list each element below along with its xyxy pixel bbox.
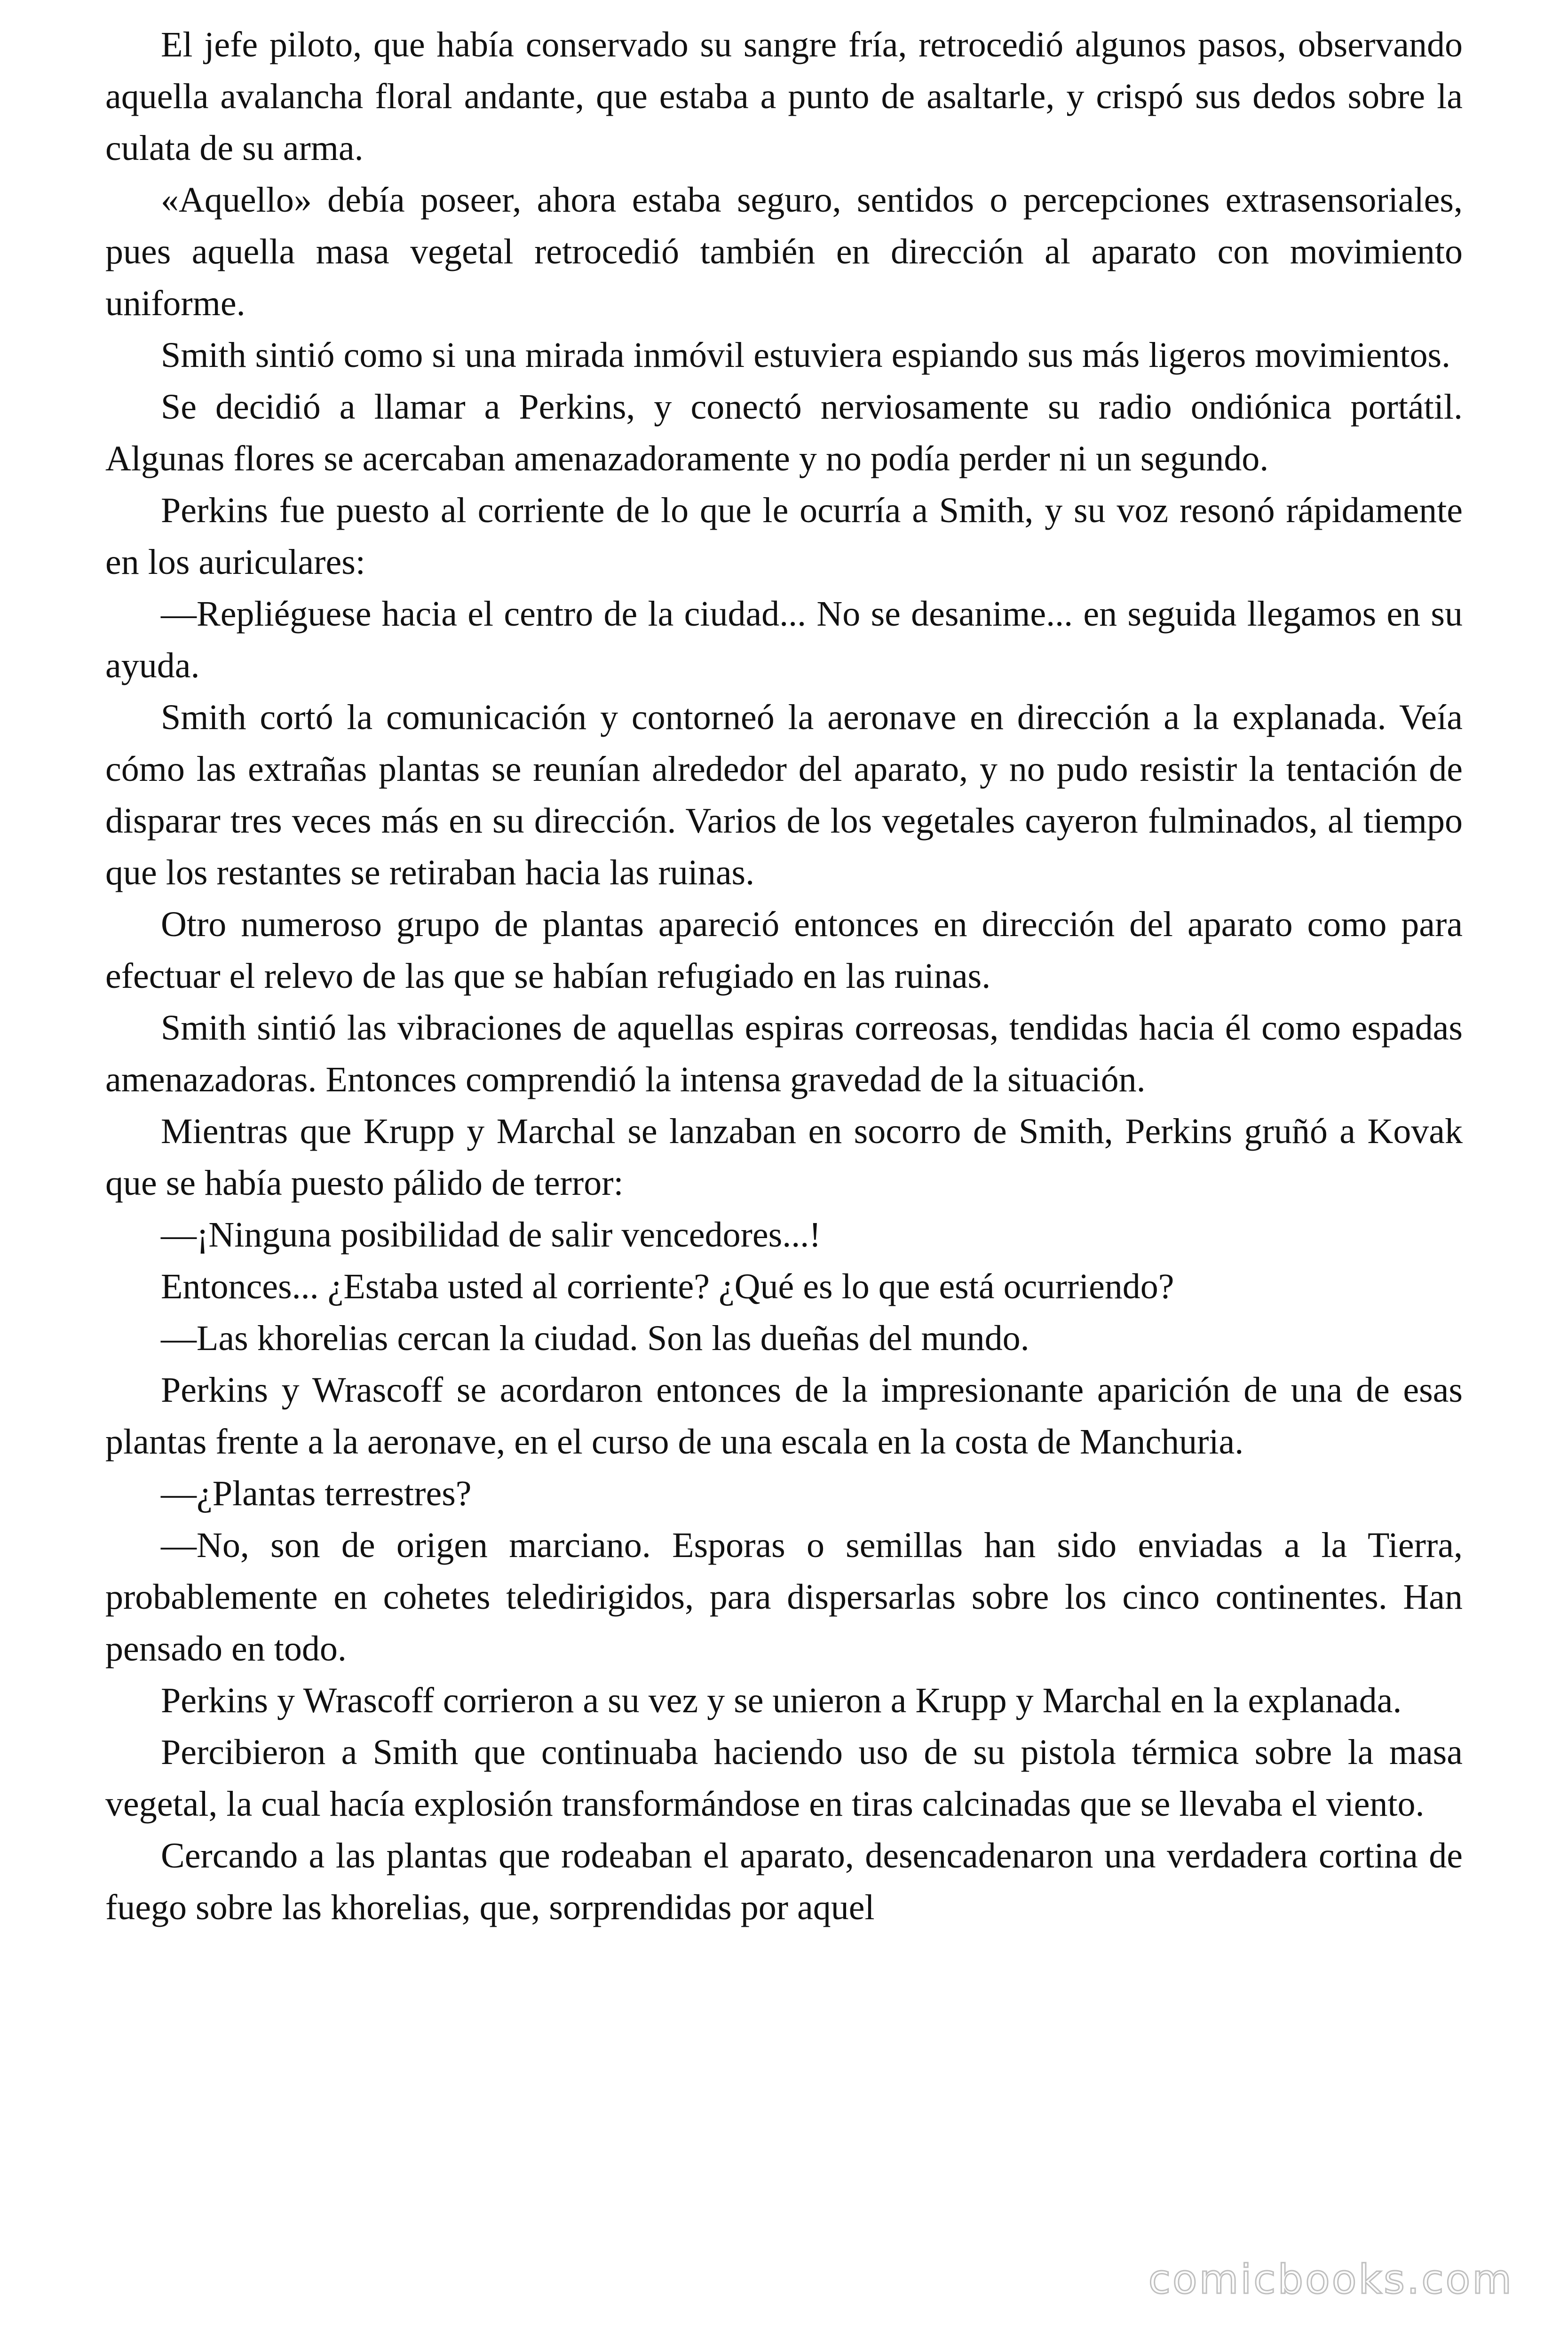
paragraph: —¡Ninguna posibilidad de salir vencedores...! — [161, 1215, 821, 1255]
paragraph: Se decidió a llamar a Perkins, y conectó nerviosamente su radio ondiónica portátil. Algunas flores se acercaban amenazadoramente y no podía perder ni un segundo. — [105, 387, 1463, 478]
book-page-text — [105, 19, 1463, 1933]
paragraph: —Las khorelias cercan la ciudad. Son las dueñas del mundo. — [161, 1319, 1029, 1358]
paragraph: —Repliéguese hacia el centro de la ciudad... No se desanime... en seguida llegamos en su ayuda. — [105, 594, 1463, 685]
paragraph: Smith sintió las vibraciones de aquellas espiras correosas, tendidas hacia él como espadas amenazadoras. Entonces comprendió la intensa gravedad de la situación. — [105, 1008, 1463, 1099]
paragraph: Mientras que Krupp y Marchal se lanzaban en socorro de Smith, Perkins gruñó a Kovak que se había puesto pálido de terror: — [105, 1112, 1463, 1203]
paragraph: Otro numeroso grupo de plantas apareció entonces en dirección del aparato como para efectuar el relevo de las que se habían refugiado en las ruinas. — [105, 905, 1463, 996]
paragraph: Cercando a las plantas que rodeaban el aparato, desencadenaron una verdadera cortina de fuego sobre las khorelias, que, sorprendidas por aquel — [105, 1836, 1463, 1927]
paragraph: Perkins y Wrascoff se acordaron entonces de la impresionante aparición de una de esas plantas frente a la aeronave, en el curso de una escala en la costa de Manchuria. — [105, 1370, 1463, 1462]
paragraph: Smith cortó la comunicación y contorneó la aeronave en dirección a la explanada. Veía cómo las extrañas plantas se reunían alrededor del aparato, y no pudo resistir la tentación de disparar tres veces más en su dirección. Varios de los vegetales cayeron fulminados, al tiempo que los restantes se retiraban hacia las ruinas. — [105, 698, 1463, 892]
paragraph: —¿Plantas terrestres? — [161, 1474, 472, 1513]
paragraph: —No, son de origen marciano. Esporas o semillas han sido enviadas a la Tierra, probablemente en cohetes teledirigidos, para dispersarlas sobre los cinco continentes. Han pensado en todo. — [105, 1526, 1463, 1669]
paragraph: Perkins y Wrascoff corrieron a su vez y se unieron a Krupp y Marchal en la explanada. — [161, 1681, 1402, 1720]
paragraph: «Aquello» debía poseer, ahora estaba seguro, sentidos o percepciones extrasensoriales, pues aquella masa vegetal retrocedió también en dirección al aparato con movimiento uniforme. — [105, 180, 1463, 323]
watermark: comicbooks.com — [1148, 2256, 1513, 2303]
paragraph: Entonces... ¿Estaba usted al corriente? ¿Qué es lo que está ocurriendo? — [161, 1267, 1174, 1306]
paragraph: Smith sintió como si una mirada inmóvil estuviera espiando sus más ligeros movimientos. — [161, 335, 1451, 375]
paragraph: El jefe piloto, que había conservado su sangre fría, retrocedió algunos pasos, observando aquella avalancha floral andante, que estaba a punto de asaltarle, y crispó sus dedos sobre la culata de su arma. — [105, 25, 1463, 168]
paragraph: Perkins fue puesto al corriente de lo que le ocurría a Smith, y su voz resonó rápidamente en los auriculares: — [105, 491, 1463, 582]
paragraph: Percibieron a Smith que continuaba haciendo uso de su pistola térmica sobre la masa vegetal, la cual hacía explosión transformándose en tiras calcinadas que se llevaba el viento. — [105, 1732, 1463, 1824]
